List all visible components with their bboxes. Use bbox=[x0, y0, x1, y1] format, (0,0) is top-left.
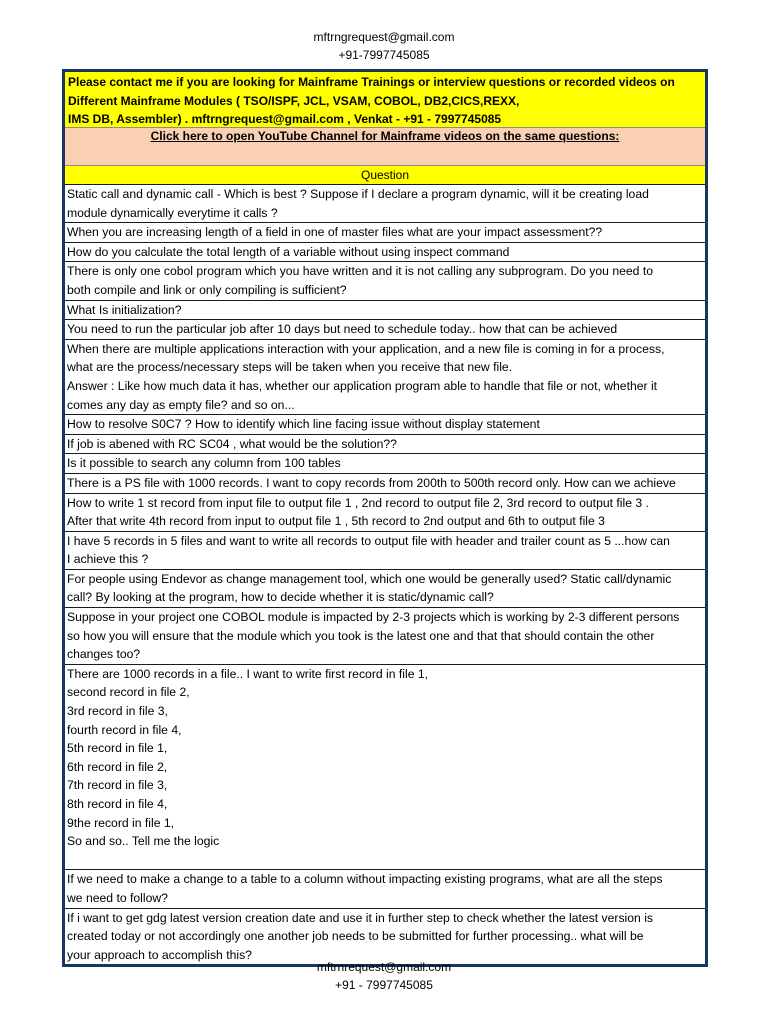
contact-banner bbox=[65, 72, 705, 128]
banner-line: Different Mainframe Modules ( TSO/ISPF, JCL, VSAM, COBOL, DB2,CICS,REXX, bbox=[68, 93, 520, 108]
question-line: 7th record in file 3, bbox=[67, 778, 168, 793]
question-line: If i want to get gdg latest version creation date and use it in further step to check whether the latest version is bbox=[67, 910, 653, 925]
question-line: so how you will ensure that the module which you took is the latest one and that that should contain the other bbox=[67, 628, 655, 643]
question-row bbox=[65, 570, 705, 608]
question-list bbox=[65, 185, 705, 964]
question-line: created today or not accordingly one another job needs to be submitted for further processing.. what will be bbox=[67, 929, 644, 944]
question-line: fourth record in file 4, bbox=[67, 722, 182, 737]
question-line: If job is abened with RC SC04 , what would be the solution?? bbox=[67, 436, 397, 451]
banner-line: Please contact me if you are looking for Mainframe Trainings or interview questions or recorded videos on bbox=[68, 75, 675, 89]
question-row bbox=[65, 665, 705, 871]
question-line: For people using Endevor as change management tool, which one would be generally used? Static call/dynamic bbox=[67, 571, 672, 586]
question-row bbox=[65, 608, 705, 665]
question-line: Static call and dynamic call - Which is best ? Suppose if I declare a program dynamic, will it be creating load bbox=[67, 187, 649, 201]
question-row bbox=[65, 340, 705, 415]
question-line: Answer : Like how much data it has, whether our application program able to handle that file or not, whether it bbox=[67, 378, 658, 393]
banner-line: IMS DB, Assembler) . mftrngrequest@gmail.com , Venkat - +91 - 7997745085 bbox=[68, 112, 502, 126]
question-line: both compile and link or only compiling is sufficient? bbox=[67, 282, 347, 297]
question-line: Suppose in your project one COBOL module is impacted by 2-3 projects which is working by 2-3 different persons bbox=[67, 610, 680, 625]
question-line: comes any day as empty file? and so on... bbox=[67, 397, 295, 412]
question-row bbox=[65, 454, 705, 474]
question-line: How to write 1 st record from input file to output file 1 , 2nd record to output file 2, 3rd record to output file 3 . bbox=[67, 495, 649, 510]
question-line: we need to follow? bbox=[67, 890, 168, 905]
question-column-header: Question bbox=[65, 166, 705, 185]
question-line: So and so.. Tell me the logic bbox=[67, 834, 220, 849]
question-row bbox=[65, 474, 705, 494]
question-line: module dynamically everytime it calls ? bbox=[67, 205, 278, 220]
question-line: 6th record in file 2, bbox=[67, 759, 168, 774]
question-line: How do you calculate the total length of a variable without using inspect command bbox=[67, 244, 510, 259]
question-row bbox=[65, 185, 705, 223]
question-line: There are 1000 records in a file.. I want to write first record in file 1, bbox=[67, 666, 429, 681]
question-row bbox=[65, 909, 705, 965]
question-line: 5th record in file 1, bbox=[67, 741, 168, 756]
youtube-row bbox=[65, 128, 705, 166]
question-line: I achieve this ? bbox=[67, 552, 149, 567]
question-line bbox=[67, 851, 705, 870]
question-row bbox=[65, 532, 705, 570]
top-contact bbox=[0, 28, 768, 64]
question-line: There is a PS file with 1000 records. I want to copy records from 200th to 500th record only. How can we achieve bbox=[67, 475, 676, 490]
question-line: changes too? bbox=[67, 647, 141, 662]
question-row bbox=[65, 415, 705, 435]
question-line: 3rd record in file 3, bbox=[67, 704, 168, 719]
footer-phone: +91 - 7997745085 bbox=[335, 978, 433, 992]
question-row bbox=[65, 494, 705, 532]
question-line: 8th record in file 4, bbox=[67, 797, 168, 811]
question-line: After that write 4th record from input to output file 1 , 5th record to 2nd output and 6th to output file 3 bbox=[67, 514, 605, 529]
question-row bbox=[65, 243, 705, 263]
footer-email: mftrnrequest@gmail.com bbox=[316, 960, 452, 974]
question-row bbox=[65, 301, 705, 321]
question-line: second record in file 2, bbox=[67, 685, 190, 700]
question-line: When you are increasing length of a field in one of master files what are your impact assessment?? bbox=[67, 225, 603, 240]
question-line: call? By looking at the program, how to decide whether it is static/dynamic call? bbox=[67, 590, 494, 605]
question-line: There is only one cobol program which you have written and it is not calling any subprogram. Do you need to bbox=[67, 264, 653, 279]
question-line: your approach to accomplish this? bbox=[67, 947, 252, 962]
question-row bbox=[65, 320, 705, 340]
question-sheet bbox=[62, 69, 708, 967]
question-line: When there are multiple applications interaction with your application, and a new file is coming in for a process, bbox=[67, 341, 665, 356]
question-row bbox=[65, 870, 705, 908]
question-line: 9the record in file 1, bbox=[67, 815, 175, 830]
question-line: what are the process/necessary steps will be taken when you receive that new file. bbox=[67, 360, 513, 375]
question-line: What Is initialization? bbox=[67, 302, 182, 317]
question-line: Is it possible to search any column from 100 tables bbox=[67, 456, 341, 471]
footer-contact bbox=[0, 958, 768, 994]
question-row bbox=[65, 262, 705, 300]
question-row bbox=[65, 223, 705, 243]
question-row bbox=[65, 435, 705, 455]
question-line: I have 5 records in 5 files and want to write all records to output file with header and trailer count as 5 ...how can bbox=[67, 533, 670, 548]
question-line: You need to run the particular job after 10 days but need to schedule today.. how that can be achieved bbox=[67, 322, 618, 337]
question-line: If we need to make a change to a table to a column without impacting existing programs, what are all the steps bbox=[67, 872, 663, 887]
top-email: mftrngrequest@gmail.com bbox=[313, 30, 455, 44]
top-phone: +91-7997745085 bbox=[338, 48, 430, 62]
question-line: How to resolve S0C7 ? How to identify which line facing issue without display statement bbox=[67, 417, 540, 432]
youtube-channel-link[interactable]: Click here to open YouTube Channel for Mainframe videos on the same questions: bbox=[150, 129, 620, 143]
